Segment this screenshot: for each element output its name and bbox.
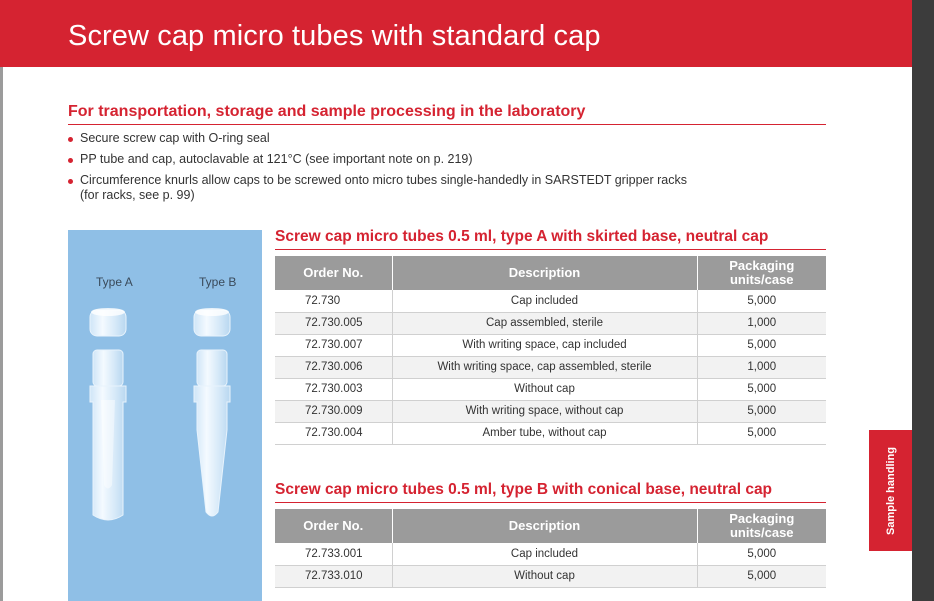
type-a-tube-icon — [90, 350, 126, 520]
order-number: 72.730.009 — [275, 400, 392, 422]
table-b-heading: Screw cap micro tubes 0.5 ml, type B with conical base, neutral cap — [275, 481, 773, 498]
header-description: Description — [392, 509, 697, 543]
table-row — [275, 356, 826, 378]
description: Cap assembled, sterile — [392, 312, 697, 334]
description: Without cap — [392, 378, 697, 400]
table-b — [275, 509, 826, 588]
header-order-no: Order No. — [275, 509, 392, 543]
feature-list — [68, 131, 828, 209]
header-packaging-line2: units/case — [729, 272, 794, 287]
header-packaging-line2: units/case — [729, 525, 794, 540]
packaging-units: 5,000 — [697, 334, 826, 356]
type-b-cap-icon — [194, 308, 230, 336]
table-row — [275, 378, 826, 400]
table-row — [275, 400, 826, 422]
packaging-units: 5,000 — [697, 400, 826, 422]
header-packaging-line1: Packaging — [729, 258, 795, 273]
feature-item — [68, 131, 828, 146]
description: With writing space, without cap — [392, 400, 697, 422]
type-b-tube-icon — [194, 350, 230, 516]
bullet-dot-icon — [68, 137, 73, 142]
feature-text: Secure screw cap with O-ring seal — [80, 131, 270, 145]
feature-text-continued: (for racks, see p. 99) — [80, 188, 195, 202]
table-a-rule — [275, 249, 826, 250]
header-order-no: Order No. — [275, 256, 392, 290]
description: Cap included — [392, 290, 697, 312]
type-a-cap-icon — [90, 308, 126, 336]
left-divider — [0, 67, 3, 601]
packaging-units: 5,000 — [697, 378, 826, 400]
order-number: 72.730.004 — [275, 422, 392, 444]
title-banner — [0, 0, 912, 67]
header-packaging-line1: Packaging — [729, 511, 795, 526]
table-b-rule — [275, 502, 826, 503]
intro-rule — [68, 124, 826, 125]
page-edge — [912, 0, 934, 601]
table-row — [275, 312, 826, 334]
packaging-units: 5,000 — [697, 290, 826, 312]
table-row — [275, 290, 826, 312]
feature-item — [68, 152, 828, 167]
order-number: 72.730.003 — [275, 378, 392, 400]
feature-text: PP tube and cap, autoclavable at 121°C (see important note on p. 219) — [80, 152, 473, 166]
product-photo — [68, 230, 262, 601]
feature-item — [68, 173, 828, 203]
page-title: Screw cap micro tubes with standard cap — [68, 20, 601, 52]
description: With writing space, cap assembled, sterile — [392, 356, 697, 378]
table-row — [275, 422, 826, 444]
header-packaging — [697, 509, 826, 543]
header-packaging — [697, 256, 826, 290]
intro-heading: For transportation, storage and sample processing in the laboratory — [68, 103, 586, 120]
description: Amber tube, without cap — [392, 422, 697, 444]
table-row — [275, 543, 826, 565]
description: Without cap — [392, 565, 697, 587]
section-side-tab[interactable] — [869, 430, 912, 551]
photo-label-type-a: Type A — [96, 275, 133, 289]
order-number: 72.733.010 — [275, 565, 392, 587]
packaging-units: 5,000 — [697, 565, 826, 587]
order-number: 72.730.006 — [275, 356, 392, 378]
table-row — [275, 565, 826, 587]
tube-illustration — [68, 230, 262, 601]
table-header-row — [275, 256, 826, 290]
header-description: Description — [392, 256, 697, 290]
bullet-dot-icon — [68, 158, 73, 163]
packaging-units: 5,000 — [697, 422, 826, 444]
order-number: 72.730 — [275, 290, 392, 312]
order-number: 72.730.005 — [275, 312, 392, 334]
description: With writing space, cap included — [392, 334, 697, 356]
side-tab-label: Sample handling — [884, 446, 897, 535]
table-header-row — [275, 509, 826, 543]
packaging-units: 5,000 — [697, 543, 826, 565]
table-a-heading: Screw cap micro tubes 0.5 ml, type A with skirted base, neutral cap — [275, 228, 769, 245]
order-number: 72.730.007 — [275, 334, 392, 356]
packaging-units: 1,000 — [697, 356, 826, 378]
order-number: 72.733.001 — [275, 543, 392, 565]
packaging-units: 1,000 — [697, 312, 826, 334]
table-row — [275, 334, 826, 356]
table-a — [275, 256, 826, 445]
feature-text: Circumference knurls allow caps to be screwed onto micro tubes single-handedly in SARSTEDT gripper racks — [80, 173, 687, 187]
description: Cap included — [392, 543, 697, 565]
photo-label-type-b: Type B — [199, 275, 237, 289]
bullet-dot-icon — [68, 179, 73, 184]
